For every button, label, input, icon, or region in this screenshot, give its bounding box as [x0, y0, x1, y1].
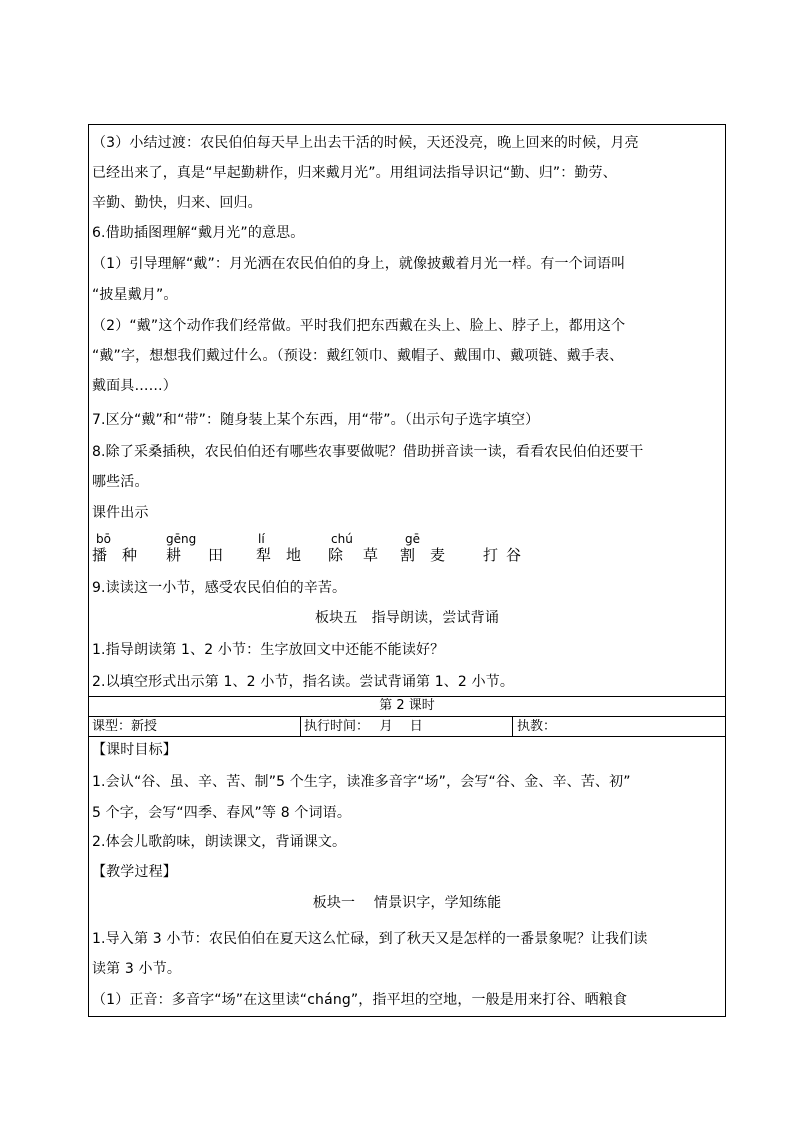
lesson-type: 课型：新授 [92, 719, 158, 734]
text-line: 9.读读这一小节，感受农民伯伯的辛苦。 [92, 580, 347, 596]
text-line: （2）“戴”这个动作我们经常做。平时我们把东西戴在头上、脸上、脖子上，都用这个 [92, 318, 626, 334]
text-line: （1）引导理解“戴”：月光洒在农民伯伯的身上，就像披戴着月光一样。有一个词语叫 [92, 256, 626, 272]
section-heading: 板块一 情景识字，学知练能 [312, 895, 502, 911]
table-rule [88, 716, 726, 717]
text-line: 1.指导朗读第 1、2 小节：生字放回文中还能不能读好？ [92, 642, 445, 658]
text-line: 2.体会儿歌韵味，朗读课文，背诵课文。 [92, 834, 347, 850]
word-char: 除 [328, 546, 344, 564]
text-line: 5 个字，会写“四季、春风”等 8 个词语。 [92, 805, 351, 821]
section-heading: 板块五 指导朗读，尝试背诵 [315, 610, 499, 626]
table-rule [88, 736, 726, 737]
goals-title: 【课时目标】 [92, 742, 177, 758]
word-char: 麦 [430, 546, 446, 564]
text-line: （1）正音：多音字“场”在这里读“cháng”，指平坦的空地，一般是用来打谷、晒粮食 [92, 992, 628, 1008]
table-rule [88, 696, 726, 697]
word-char: 播 [92, 546, 108, 564]
lesson-header: 第 2 课时 [379, 698, 435, 713]
pinyin: gē [405, 532, 420, 546]
text-line: “戴”字，想想我们戴过什么。（预设：戴红领巾、戴帽子、戴围巾、戴项链、戴手表、 [92, 348, 624, 364]
table-divider [512, 716, 513, 736]
text-line: 戴面具……） [92, 378, 177, 394]
word-char: 草 [363, 546, 379, 564]
pinyin: chú [331, 532, 353, 546]
word-char: 谷 [506, 546, 522, 564]
text-line: （3）小结过渡：农民伯伯每天早上出去干活的时候，天还没亮，晚上回来的时候，月亮 [92, 135, 639, 151]
table-divider [300, 716, 301, 736]
word-char: 地 [286, 546, 302, 564]
lesson-time: 执行时间： 月 日 [304, 719, 423, 734]
text-line: 已经出来了，真是“早起勤耕作，归来戴月光”。用组词法指导识记“勤、归”：勤劳、 [92, 165, 617, 181]
word-char: 田 [208, 546, 224, 564]
word-char: 犁 [256, 546, 272, 564]
text-line: 哪些活。 [92, 474, 149, 490]
pinyin: bō [96, 532, 111, 546]
process-title: 【教学过程】 [92, 864, 177, 880]
text-line: 6.借助插图理解“戴月光”的意思。 [92, 225, 305, 241]
lesson-teacher: 执教： [517, 719, 557, 734]
text-line: 1.导入第 3 小节：农民伯伯在夏天这么忙碌，到了秋天又是怎样的一番景象呢？让我们读 [92, 931, 648, 947]
word-char: 种 [122, 546, 138, 564]
word-char: 耕 [166, 546, 182, 564]
text-line: 2.以填空形式出示第 1、2 小节，指名读。尝试背诵第 1、2 小节。 [92, 674, 515, 690]
word-char: 打 [483, 546, 499, 564]
text-line: 1.会认“谷、虽、辛、苦、制”5 个生字，读准多音字“场”，会写“谷、金、辛、苦、初” [92, 774, 631, 790]
text-line: “披星戴月”。 [92, 287, 178, 303]
pinyin: gēng [166, 532, 197, 546]
text-line: 课件出示 [92, 505, 149, 521]
text-line: 7.区分“戴”和“带”：随身装上某个东西，用“带”。（出示句子选字填空） [92, 412, 540, 428]
text-line: 读第 3 小节。 [92, 961, 182, 977]
pinyin: lí [258, 532, 265, 546]
word-char: 割 [400, 546, 416, 564]
text-line: 辛勤、勤快，归来、回归。 [92, 195, 262, 211]
text-line: 8.除了采桑插秧，农民伯伯还有哪些农事要做呢？借助拼音读一读，看看农民伯伯还要干 [92, 444, 644, 460]
